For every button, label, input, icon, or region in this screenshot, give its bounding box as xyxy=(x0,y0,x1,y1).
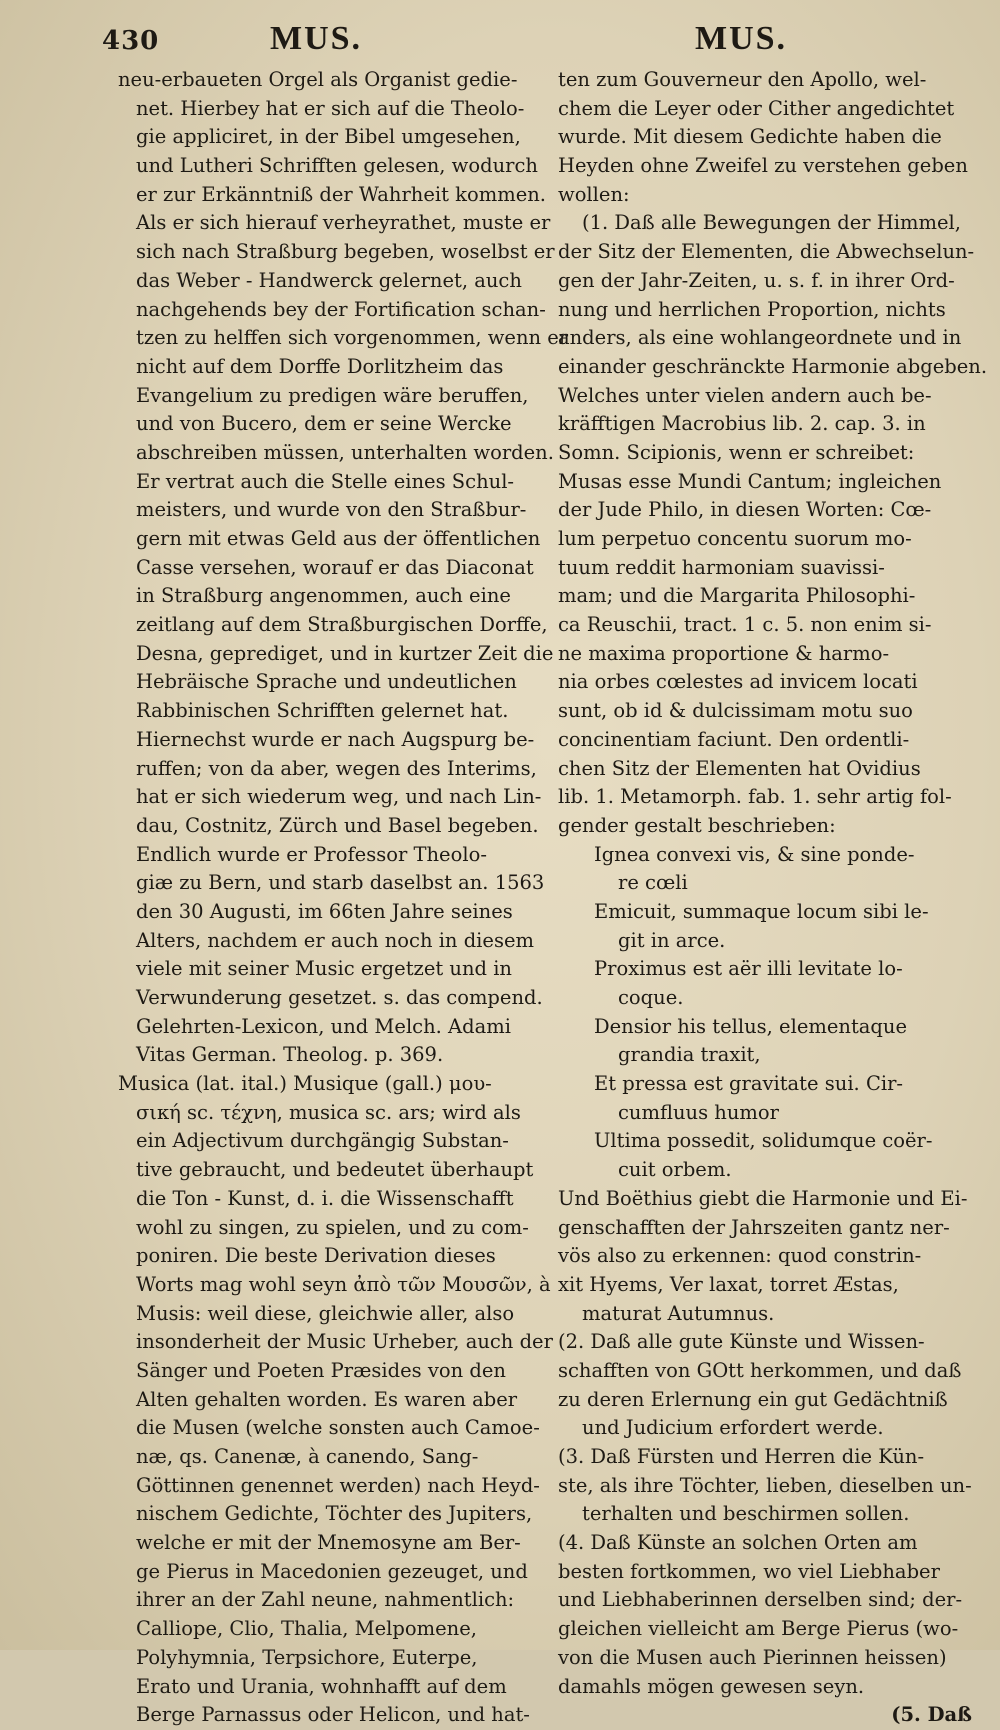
text-line: Evangelium zu predigen wäre beruffen, xyxy=(136,383,529,407)
text-line: Musas esse Mundi Cantum; ingleichen xyxy=(558,469,942,493)
running-head-left: MUS. xyxy=(270,20,363,57)
text-line: tuum reddit harmoniam suavissi- xyxy=(558,555,885,579)
text-line: tive gebraucht, und bedeutet überhaupt xyxy=(136,1158,534,1182)
text-line: abschreiben müssen, unterhalten worden. xyxy=(136,440,554,464)
text-line: Polyhymnia, Terpsichore, Euterpe, xyxy=(136,1645,478,1669)
text-line: maturat Autumnus. xyxy=(582,1301,775,1325)
text-line: git in arce. xyxy=(618,928,726,952)
text-line: Worts mag wohl seyn ἀπὸ τῶν Μουσῶν, à xyxy=(136,1272,551,1296)
text-line: tzen zu helffen sich vorgenommen, wenn er xyxy=(136,326,569,350)
text-line: ihrer an der Zahl neune, nahmentlich: xyxy=(136,1588,515,1612)
text-line: Casse versehen, worauf er das Diaconat xyxy=(136,555,534,579)
text-line: zeitlang auf dem Straßburgischen Dorffe, xyxy=(136,613,548,637)
text-line: Ultima possedit, solidumque coër- xyxy=(594,1129,933,1153)
text-line: Calliope, Clio, Thalia, Melpomene, xyxy=(136,1617,477,1641)
text-line: und Liebhaberinnen derselben sind; der- xyxy=(558,1588,963,1612)
text-line: gern mit etwas Geld aus der öffentlichen xyxy=(136,527,541,550)
text-line: chem die Leyer oder Cither angedichtet xyxy=(558,96,955,120)
text-line: (2. Daß alle gute Künste und Wissen- xyxy=(558,1330,925,1354)
text-line: von die Musen auch Pierinnen heissen) xyxy=(558,1645,947,1669)
text-line: Berge Parnassus oder Helicon, und hat- xyxy=(136,1703,530,1727)
text-line: chen Sitz der Elementen hat Ovidius xyxy=(558,756,921,780)
text-line: Rabbinischen Schrifften gelernet hat. xyxy=(136,699,509,723)
text-line: ge Pierus in Macedonien gezeuget, und xyxy=(136,1559,528,1583)
text-line: hat er sich wiederum weg, und nach Lin- xyxy=(136,785,542,809)
text-line: nicht auf dem Dorffe Dorlitzheim das xyxy=(136,354,504,378)
text-line: Et pressa est gravitate sui. Cir- xyxy=(594,1072,904,1096)
text-line: ca Reuschii, tract. 1 c. 5. non enim si- xyxy=(558,613,932,637)
text-line: Hebräische Sprache und undeutlichen xyxy=(136,670,517,694)
catchword: (5. Daß xyxy=(891,1703,972,1727)
text-line: Als er sich hierauf verheyrathet, muste er xyxy=(136,211,551,235)
text-line: damahls mögen gewesen seyn. xyxy=(558,1674,865,1698)
right-column xyxy=(558,66,988,1730)
text-line: Endlich wurde er Professor Theolo- xyxy=(136,842,487,866)
text-line: ein Adjectivum durchgängig Substan- xyxy=(136,1129,509,1153)
text-line: Sänger und Poeten Præsides von den xyxy=(136,1358,506,1382)
text-line: Hiernechst wurde er nach Augspurg be- xyxy=(136,727,535,751)
text-line: ste, als ihre Töchter, lieben, dieselben un- xyxy=(558,1473,972,1497)
text-line: dau, Costnitz, Zürch und Basel begeben. xyxy=(136,813,539,837)
text-line: zu deren Erlernung ein gut Gedächtniß xyxy=(558,1387,948,1411)
text-line: næ, qs. Canenæ, à canendo, Sang- xyxy=(136,1445,479,1468)
text-line: Heyden ohne Zweifel zu verstehen geben xyxy=(558,154,968,178)
text-line: und Judicium erfordert werde. xyxy=(582,1416,884,1440)
text-line: terhalten und beschirmen sollen. xyxy=(582,1502,910,1526)
text-line: net. Hierbey hat er sich auf die Theolo- xyxy=(136,96,525,120)
text-line: in Straßburg angenommen, auch eine xyxy=(136,584,511,608)
text-line: neu-erbaueten Orgel als Organist gedie- xyxy=(118,68,518,91)
text-line: Vitas German. Theolog. p. 369. xyxy=(136,1043,444,1067)
text-line: welche er mit der Mnemosyne am Ber- xyxy=(136,1531,521,1555)
text-line: (3. Daß Fürsten und Herren die Kün- xyxy=(558,1445,925,1468)
text-line: Welches unter vielen andern auch be- xyxy=(558,383,932,407)
text-line: sunt, ob id & dulcissimam motu suo xyxy=(558,699,913,723)
text-line: xit Hyems, Ver laxat, torret Æstas, xyxy=(558,1272,899,1296)
text-line: ne maxima proportione & harmo- xyxy=(558,641,890,665)
text-line: vös also zu erkennen: quod constrin- xyxy=(558,1244,922,1268)
text-line: sich nach Straßburg begeben, woselbst er xyxy=(136,240,555,264)
text-line: Alten gehalten worden. Es waren aber xyxy=(136,1387,518,1411)
text-line: lib. 1. Metamorph. fab. 1. sehr artig fol- xyxy=(558,785,952,809)
text-line: die Ton - Kunst, d. i. die Wissenschafft xyxy=(136,1186,514,1210)
page-header xyxy=(0,20,1000,56)
text-line: giæ zu Bern, und starb daselbst an. 1563 xyxy=(136,871,545,895)
text-line: σική sc. τέχνη, musica sc. ars; wird als xyxy=(136,1100,521,1124)
text-line: nachgehends bey der Fortification schan- xyxy=(136,297,546,321)
text-line: besten fortkommen, wo viel Liebhaber xyxy=(558,1559,940,1583)
text-line: Proximus est aër illi levitate lo- xyxy=(594,957,903,981)
text-line: der Jude Philo, in diesen Worten: Cœ- xyxy=(558,498,932,522)
text-line: gie appliciret, in der Bibel umgesehen, xyxy=(136,125,521,149)
text-line: das Weber - Handwerck gelernet, auch xyxy=(136,268,522,292)
text-line: und von Bucero, dem er seine Wercke xyxy=(136,412,512,436)
text-line: gleichen vielleicht am Berge Pierus (wo- xyxy=(558,1617,959,1641)
text-line: Verwunderung gesetzet. s. das compend. xyxy=(136,986,543,1009)
text-line: nung und herrlichen Proportion, nichts xyxy=(558,297,946,321)
text-line: re cœli xyxy=(618,871,688,895)
text-line: schafften von GOtt herkommen, und daß xyxy=(558,1358,962,1382)
text-line: Emicuit, summaque locum sibi le- xyxy=(594,899,929,923)
text-line: Er vertrat auch die Stelle eines Schul- xyxy=(136,469,515,493)
text-line: Somn. Scipionis, wenn er schreibet: xyxy=(558,440,915,464)
text-line: Musica (lat. ital.) Musique (gall.) μου- xyxy=(118,1072,492,1096)
text-line: Musis: weil diese, gleichwie aller, also xyxy=(136,1301,515,1325)
text-line: ruffen; von da aber, wegen des Interims, xyxy=(136,756,537,780)
text-line: wurde. Mit diesem Gedichte haben die xyxy=(558,125,942,149)
text-line: den 30 Augusti, im 66ten Jahre seines xyxy=(136,899,513,923)
text-line: einander geschränckte Harmonie abgeben. xyxy=(558,354,988,378)
text-line: viele mit seiner Music ergetzet und in xyxy=(136,957,512,981)
text-line: die Musen (welche sonsten auch Camoe- xyxy=(136,1416,540,1440)
text-line: poniren. Die beste Derivation dieses xyxy=(136,1244,496,1268)
text-line: (1. Daß alle Bewegungen der Himmel, xyxy=(582,211,961,235)
text-line: (4. Daß Künste an solchen Orten am xyxy=(558,1531,918,1555)
text-line: anders, als eine wohlangeordnete und in xyxy=(558,326,962,350)
text-line: gen der Jahr-Zeiten, u. s. f. in ihrer Ord- xyxy=(558,268,955,292)
text-line: er zur Erkänntniß der Wahrheit kommen. xyxy=(136,182,546,206)
text-line: Ignea convexi vis, & sine ponde- xyxy=(594,842,915,866)
text-line: meisters, und wurde von den Straßbur- xyxy=(136,498,527,522)
text-line: und Lutheri Schrifften gelesen, wodurch xyxy=(136,154,538,178)
text-line: grandia traxit, xyxy=(618,1043,761,1067)
column-divider xyxy=(549,72,550,1592)
running-head-right: MUS. xyxy=(695,20,788,57)
text-line: Densior his tellus, elementaque xyxy=(594,1014,907,1038)
text-line: concinentiam faciunt. Den ordentli- xyxy=(558,727,910,751)
text-line: kräfftigen Macrobius lib. 2. cap. 3. in xyxy=(558,412,926,436)
text-line: ten zum Gouverneur den Apollo, wel- xyxy=(558,68,927,91)
text-line: lum perpetuo concentu suorum mo- xyxy=(558,527,912,550)
text-line: insonderheit der Music Urheber, auch der xyxy=(136,1330,553,1354)
text-line: cumfluus humor xyxy=(618,1100,779,1124)
text-line: Alters, nachdem er auch noch in diesem xyxy=(136,928,534,952)
text-line: coque. xyxy=(618,986,684,1009)
text-line: Erato und Urania, wohnhafft auf dem xyxy=(136,1674,507,1698)
page-number: 430 xyxy=(102,26,160,56)
text-line: Und Boëthius giebt die Harmonie und Ei- xyxy=(558,1186,968,1210)
text-line: nischem Gedichte, Töchter des Jupiters, xyxy=(136,1502,533,1526)
text-line: wollen: xyxy=(558,182,630,206)
text-line: wohl zu singen, zu spielen, und zu com- xyxy=(136,1215,529,1239)
text-line: genschafften der Jahrszeiten gantz ner- xyxy=(558,1215,950,1239)
text-line: cuit orbem. xyxy=(618,1158,732,1182)
text-line: gender gestalt beschrieben: xyxy=(558,813,836,837)
text-line: Desna, geprediget, und in kurtzer Zeit die xyxy=(136,641,554,665)
text-line: Göttinnen genennet werden) nach Heyd- xyxy=(136,1473,540,1497)
left-column xyxy=(118,66,569,1730)
text-line: mam; und die Margarita Philosophi- xyxy=(558,584,916,608)
text-line: der Sitz der Elementen, die Abwechselun- xyxy=(558,240,975,264)
text-line: Gelehrten-Lexicon, und Melch. Adami xyxy=(136,1014,511,1038)
text-line: nia orbes cœlestes ad invicem locati xyxy=(558,670,918,694)
